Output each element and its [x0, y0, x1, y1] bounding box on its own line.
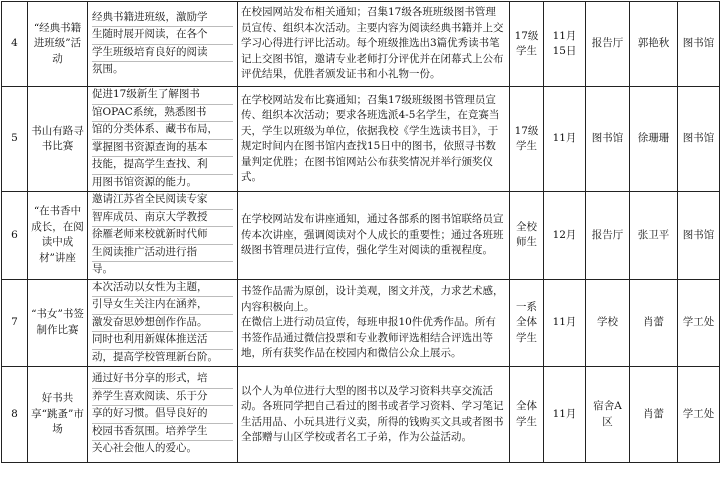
- activity-dept: 图书馆: [678, 87, 720, 192]
- purpose-line: 养学生喜欢阅读、乐于分: [92, 389, 233, 407]
- purpose-line: 同时也利用新媒体推送活: [92, 332, 233, 350]
- activity-dept: 学工处: [678, 279, 720, 367]
- activity-method: [238, 279, 510, 367]
- activity-dept: 图书馆: [678, 192, 720, 280]
- purpose-line: 导。: [92, 263, 113, 275]
- activity-method: [238, 192, 510, 280]
- purpose-line: 激发奋思妙想创作作品。: [92, 315, 233, 333]
- purpose-line: 馆的分类体系、藏书布局，: [92, 122, 233, 140]
- activity-time: 11月: [544, 87, 586, 192]
- method-paragraph: 在学校网站发布讲座通知，通过各部系的图书馆联络员宣传本次讲座，强调阅读对个人成长的重要性；通过各班班级图书管理员进行宣传，强化学生对阅读的重视程度。: [241, 213, 504, 256]
- purpose-line: 关心社会他人的爱心。: [92, 442, 197, 455]
- activity-place: 学校: [586, 279, 630, 367]
- activity-place: 报告厅: [586, 2, 630, 87]
- purpose-line: 邀请江苏省全民阅读专家: [92, 192, 233, 210]
- activity-method: [238, 2, 510, 87]
- activity-dept: 图书馆: [678, 2, 720, 87]
- activity-name: “经典书籍进班级”活动: [28, 2, 88, 87]
- row-number: 6: [2, 192, 28, 280]
- row-number: 8: [2, 367, 28, 463]
- activity-target: 17级学生: [510, 87, 544, 192]
- purpose-line: 享的好习惯。倡导良好的: [92, 406, 233, 424]
- table-row: [2, 2, 720, 87]
- table-row: [2, 87, 720, 192]
- method-paragraph: 书签作品需为原创，设计美观，图文并茂，力求艺术感，内容积极向上。: [241, 285, 504, 313]
- activity-purpose: [88, 279, 238, 367]
- purpose-line: 动，提高学校管理新台阶。: [92, 350, 218, 363]
- activity-person: 肖蕾: [630, 279, 678, 367]
- table-body: [2, 2, 720, 463]
- activity-person: 张卫平: [630, 192, 678, 280]
- activity-name: 好书共享“跳蚤”市场: [28, 367, 88, 463]
- purpose-line: 本次活动以女性为主题，: [92, 280, 233, 298]
- activity-place: 报告厅: [586, 192, 630, 280]
- table-row: [2, 367, 720, 463]
- row-number: 4: [2, 2, 28, 87]
- activity-method: [238, 367, 510, 463]
- purpose-line: 生随时展开阅读，在各个: [92, 27, 233, 45]
- purpose-line: 校园书香氛围。培养学生: [92, 424, 233, 442]
- method-paragraph: 在校园网站发布相关通知；召集17级各班班级图书管理员宣传、组织本次活动。主要内容为阅读经典书籍并上交学习心得进行评比活动。每个班级推选出3篇优秀读书笔记上交图书馆，邀请专业老师打分评优并在闭幕式上公布评优结果，优胜者颁发证书和小礼物一份。: [241, 6, 504, 81]
- purpose-line: 通过好书分享的形式，培: [92, 371, 233, 389]
- activity-person: 郭艳秋: [630, 2, 678, 87]
- table-row: [2, 192, 720, 280]
- purpose-line: 掌握图书资源查询的基本: [92, 140, 233, 158]
- purpose-line: 徐雁老师来校就新时代师: [92, 227, 233, 245]
- activity-target: 一系全体学生: [510, 279, 544, 367]
- purpose-line: 学生班级培育良好的阅读: [92, 45, 233, 63]
- activity-dept: 学工处: [678, 367, 720, 463]
- purpose-line: 促进17级新生了解图书: [92, 87, 233, 105]
- activity-method: [238, 87, 510, 192]
- purpose-line: 生阅读推广活动进行指: [92, 245, 233, 263]
- activity-name: 书山有路寻书比赛: [28, 87, 88, 192]
- purpose-line: 馆OPAC系统，熟悉图书: [92, 105, 233, 123]
- purpose-line: 经典书籍进班级，激励学: [92, 10, 233, 28]
- activity-time: 11月: [544, 367, 586, 463]
- purpose-line: 引导女生关注内在涵养，: [92, 297, 233, 315]
- method-paragraph: 在学校网站发布比赛通知；召集17级班级图书管理员宣传、组织本次活动；要求各班选派4-5名学生，在竞赛当天，学生以班级为单位，依据我校《学生选读书目》，于规定时间内在图书馆内查找15日中的图书，依照寻书数量判定优胜；在图书馆网站公布获奖情况并举行颁奖仪式。: [241, 93, 500, 183]
- purpose-line: 智库成员、南京大学教授: [92, 210, 233, 228]
- activity-person: 肖蕾: [630, 367, 678, 463]
- activity-purpose: [88, 192, 238, 280]
- activity-time: 12月: [544, 192, 586, 280]
- activity-target: 全体学生: [510, 367, 544, 463]
- purpose-line: 氛围。: [92, 63, 124, 75]
- activity-target: 全校师生: [510, 192, 544, 280]
- activity-time: 11月: [544, 279, 586, 367]
- method-paragraph: 在微信上进行动员宣传，每班申报10件优秀作品。所有书签作品通过微信投票和专业教师评选相结合评选出等地，所有获奖作品在校园内和微信公众上展示。: [241, 316, 496, 359]
- activity-table: [1, 1, 720, 463]
- method-paragraph: 以个人为单位进行大型的图书以及学习资料共享交流活动。各班同学把自己看过的图书或者学习资料、学习笔记生活用品、小玩具进行义卖，所得的钱购买文具或者图书全部赠与山区学校或者名工子弟，作为公益活动。: [241, 384, 504, 443]
- activity-name: “在书香中成长，在阅读中成材”讲座: [28, 192, 88, 280]
- activity-target: 17级学生: [510, 2, 544, 87]
- activity-purpose: [88, 87, 238, 192]
- activity-time: 11月15日: [544, 2, 586, 87]
- row-number: 5: [2, 87, 28, 192]
- purpose-line: 用图书馆资源的能力。: [92, 175, 197, 188]
- purpose-line: 技能，提高学生查找、利: [92, 157, 233, 175]
- activity-purpose: [88, 2, 238, 87]
- activity-person: 徐珊珊: [630, 87, 678, 192]
- activity-purpose: [88, 367, 238, 463]
- row-number: 7: [2, 279, 28, 367]
- activity-place: 宿舍A区: [586, 367, 630, 463]
- table-row: [2, 279, 720, 367]
- activity-name: “书女”书签制作比赛: [28, 279, 88, 367]
- activity-place: 图书馆: [586, 87, 630, 192]
